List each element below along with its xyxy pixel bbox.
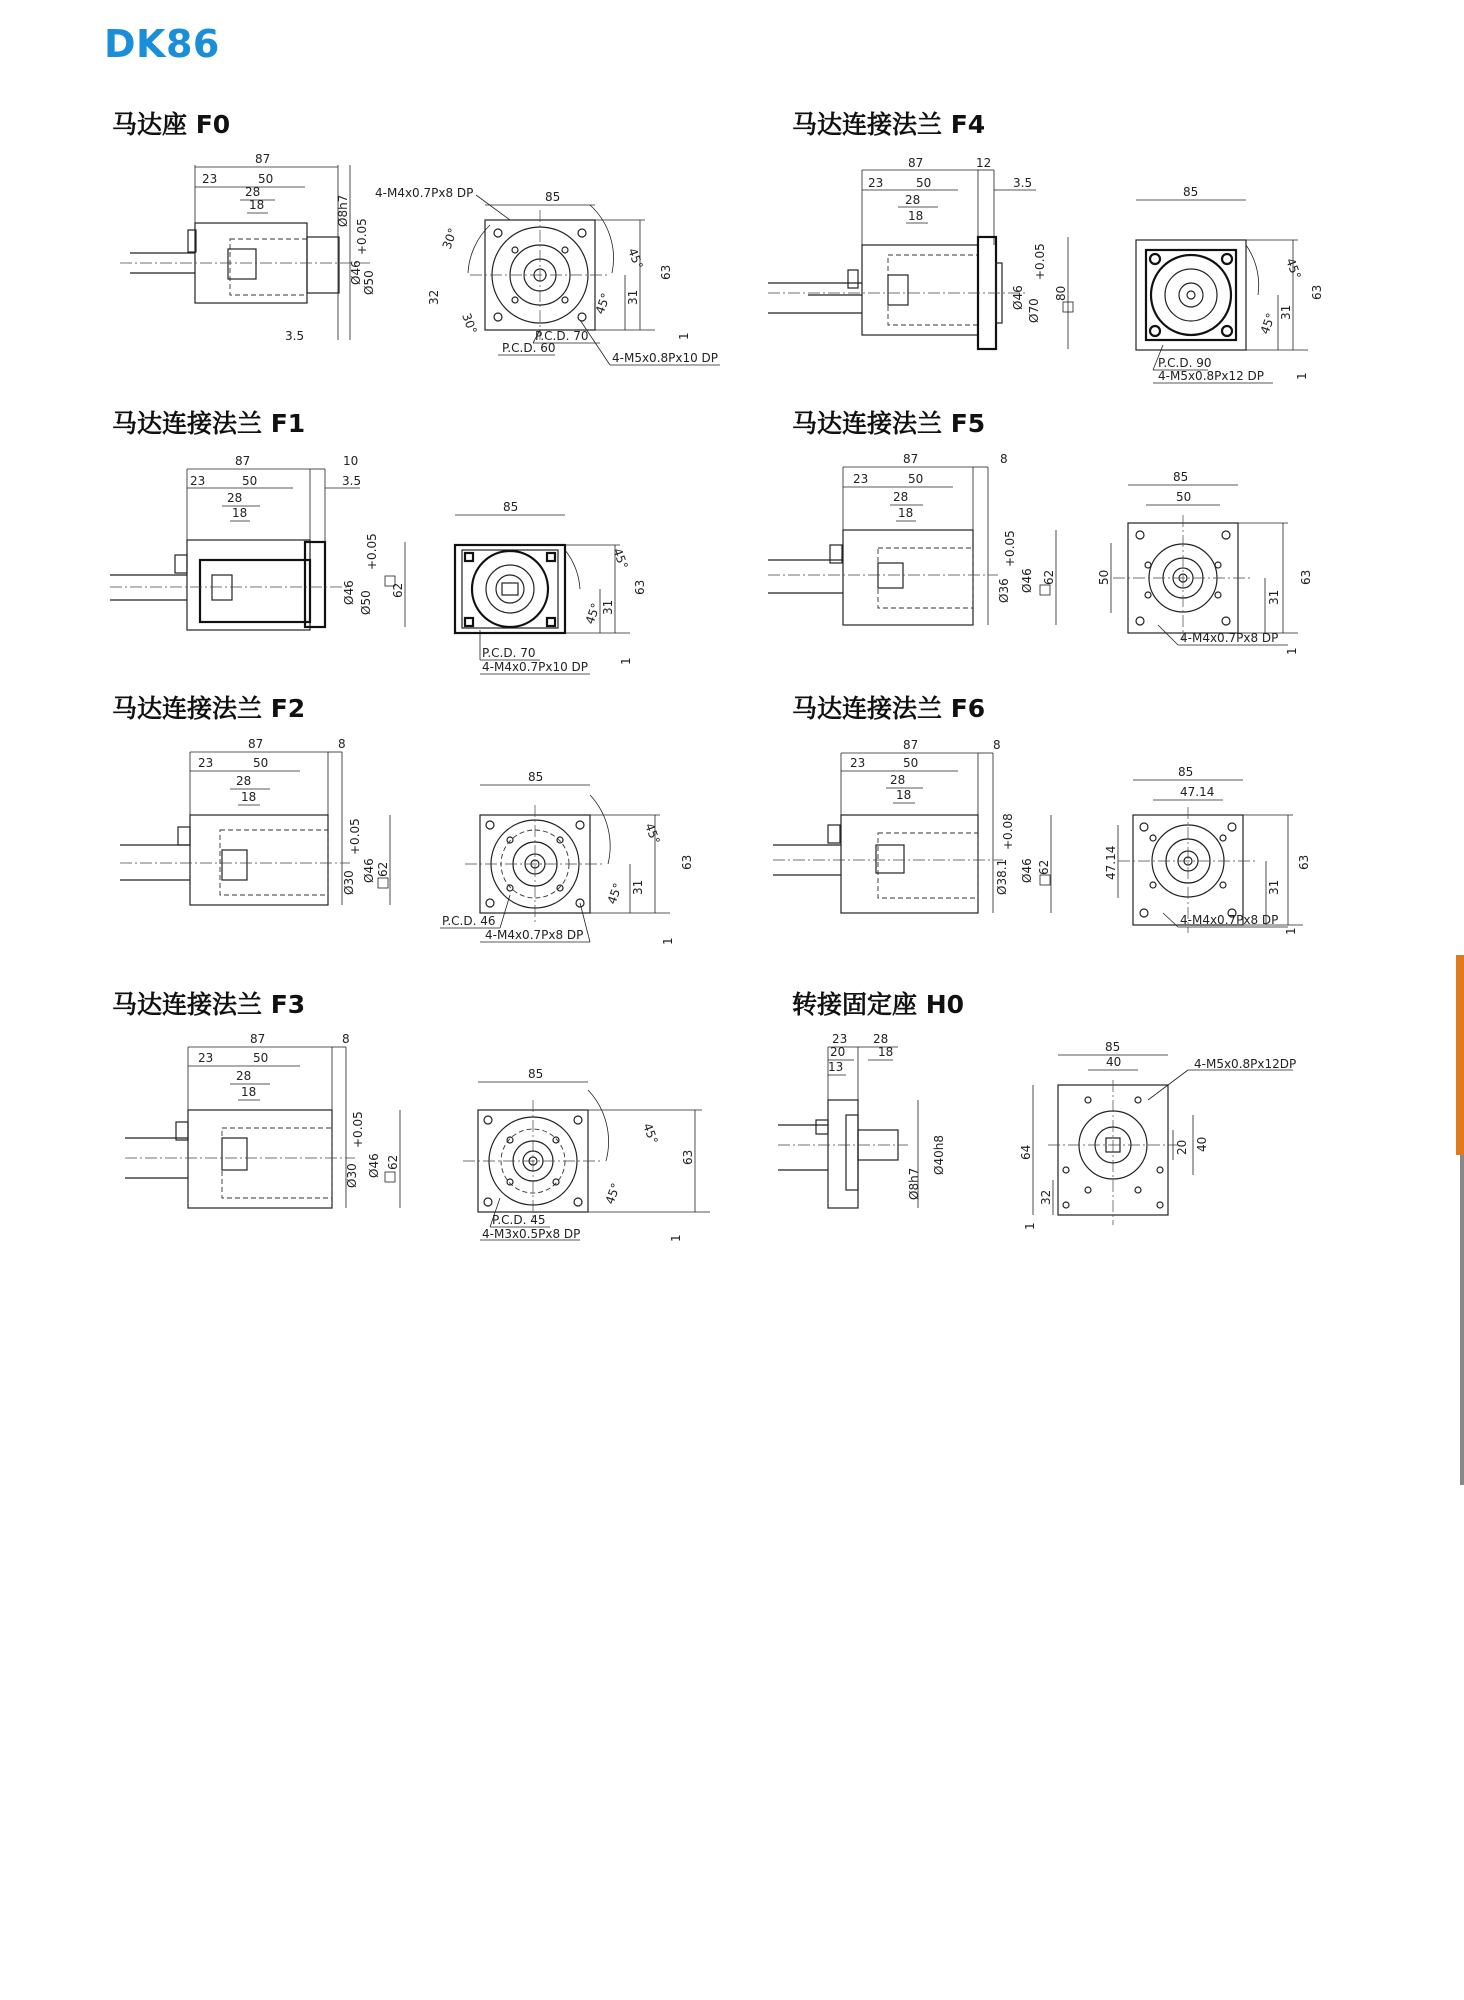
- dim-label: +0.05: [1033, 243, 1047, 280]
- dim-label: Ø50: [362, 270, 376, 295]
- dim-label: 62: [391, 582, 405, 598]
- callout-label: 4-M4x0.7Px8 DP: [375, 186, 474, 200]
- front-view: [1136, 185, 1324, 383]
- dim-label: 50: [242, 474, 258, 488]
- dim-label: 62: [1042, 569, 1056, 585]
- dim-label: 87: [908, 156, 924, 170]
- dim-label: 1: [661, 937, 675, 945]
- dim-label: 85: [503, 500, 519, 514]
- dim-label: 23: [850, 756, 866, 770]
- dim-label: +0.05: [351, 1111, 365, 1148]
- dim-label: 1: [1285, 647, 1299, 655]
- dim-label: 3.5: [342, 474, 362, 488]
- dim-label: 31: [1267, 589, 1281, 605]
- dim-label: 30°: [459, 311, 480, 337]
- dim-label: 28: [236, 1069, 252, 1083]
- front-view: [455, 500, 647, 674]
- dim-label: 85: [1105, 1040, 1121, 1054]
- dim-label: Ø30: [342, 870, 356, 895]
- dim-label: 45°: [625, 246, 646, 272]
- dim-label: 45°: [602, 1181, 624, 1207]
- section-title-f2: 马达连接法兰 F2: [112, 694, 306, 723]
- dim-label: +0.05: [355, 218, 369, 255]
- dim-label: 63: [1299, 569, 1313, 585]
- dim-label: 1: [669, 1234, 683, 1242]
- callout-label: 4-M3x0.5Px8 DP: [482, 1227, 581, 1241]
- dim-label: +0.05: [365, 533, 379, 570]
- dim-label: Ø46: [1011, 285, 1025, 310]
- dim-label: 8: [1000, 452, 1008, 466]
- callout-label: 4-M4x0.7Px8 DP: [485, 928, 584, 942]
- front-view: [1104, 765, 1311, 935]
- dim-label: 3.5: [285, 329, 305, 343]
- dim-label: 40: [1106, 1055, 1122, 1069]
- section-title-h0: 转接固定座 H0: [792, 990, 965, 1019]
- dim-label: 50: [1097, 569, 1111, 585]
- dim-label: 47.14: [1180, 785, 1215, 799]
- dim-label: 18: [896, 788, 912, 802]
- dim-label: 10: [343, 454, 359, 468]
- dim-label: 31: [626, 289, 640, 305]
- dim-label: 32: [427, 289, 441, 305]
- dim-label: 45°: [1257, 311, 1279, 337]
- side-view: [120, 737, 390, 905]
- dim-label: 64: [1019, 1144, 1033, 1160]
- dim-label: Ø46: [342, 580, 356, 605]
- dim-label: +0.08: [1001, 813, 1015, 850]
- dim-label: 28: [893, 490, 909, 504]
- drawing-h0: [768, 1030, 1328, 1250]
- dim-label: 47.14: [1104, 845, 1118, 880]
- dim-label: 31: [1267, 879, 1281, 895]
- dim-label: +0.05: [348, 818, 362, 855]
- callout-label: P.C.D. 45: [492, 1213, 546, 1227]
- dim-label: +0.05: [1003, 530, 1017, 567]
- dim-label: 62: [386, 1154, 400, 1170]
- dim-label: 50: [253, 1051, 269, 1065]
- drawing-f5: [768, 445, 1328, 655]
- dim-label: 45°: [1283, 256, 1304, 282]
- drawing-f4: [768, 145, 1368, 395]
- dim-label: 18: [908, 209, 924, 223]
- dim-label: 18: [241, 790, 257, 804]
- callout-label: P.C.D. 70: [535, 329, 589, 343]
- dim-label: 45°: [604, 881, 626, 907]
- dim-label: Ø40h8: [932, 1135, 946, 1175]
- dim-label: 85: [528, 1067, 544, 1081]
- dim-label: 87: [250, 1032, 266, 1046]
- dim-label: Ø46: [1020, 858, 1034, 883]
- dim-label: Ø36: [997, 578, 1011, 603]
- dim-label: 23: [868, 176, 884, 190]
- section-title-f3: 马达连接法兰 F3: [112, 990, 306, 1019]
- dim-label: 32: [1039, 1189, 1053, 1205]
- dim-label: 18: [232, 506, 248, 520]
- dim-label: Ø46: [349, 260, 363, 285]
- dim-label: 1: [677, 332, 691, 340]
- dim-label: 45°: [640, 1121, 661, 1147]
- dim-label: 63: [681, 1149, 695, 1165]
- dim-label: 62: [376, 861, 390, 877]
- dim-label: 87: [903, 738, 919, 752]
- dim-label: 85: [528, 770, 544, 784]
- section-title-f4: 马达连接法兰 F4: [792, 110, 986, 139]
- dim-label: 85: [1183, 185, 1199, 199]
- dim-label: Ø38.1: [995, 858, 1009, 895]
- dim-label: 1: [1023, 1222, 1037, 1230]
- dim-label: 8: [993, 738, 1001, 752]
- dim-label: 28: [873, 1032, 889, 1046]
- front-view: [375, 186, 720, 365]
- dim-label: 50: [1176, 490, 1192, 504]
- dim-label: 18: [898, 506, 914, 520]
- dim-label: 50: [253, 756, 269, 770]
- callout-label: 4-M4x0.7Px8 DP: [1180, 913, 1279, 927]
- dim-label: Ø46: [1020, 568, 1034, 593]
- callout-label: 4-M4x0.7Px10 DP: [482, 660, 589, 674]
- drawing-f1: [110, 450, 670, 685]
- callout-label: P.C.D. 60: [502, 341, 556, 355]
- dim-label: 23: [190, 474, 206, 488]
- dim-label: 31: [601, 599, 615, 615]
- dim-label: 87: [903, 452, 919, 466]
- dim-label: 85: [1173, 470, 1189, 484]
- side-view: [768, 452, 1056, 625]
- dim-label: Ø8h7: [336, 194, 350, 227]
- drawing-f6: [768, 735, 1328, 945]
- dim-label: 50: [903, 756, 919, 770]
- section-title-f1: 马达连接法兰 F1: [112, 409, 306, 438]
- dim-label: 20: [1175, 1139, 1189, 1155]
- dim-label: 23: [202, 172, 218, 186]
- dim-label: 50: [908, 472, 924, 486]
- callout-label: P.C.D. 46: [442, 914, 496, 928]
- dim-label: 45°: [582, 601, 604, 627]
- dim-label: 3.5: [1013, 176, 1033, 190]
- dim-label: 85: [1178, 765, 1194, 779]
- dim-label: Ø30: [345, 1163, 359, 1188]
- dim-label: 63: [680, 854, 694, 870]
- dim-label: 20: [830, 1045, 846, 1059]
- drawing-f3: [110, 1030, 695, 1250]
- dim-label: 23: [853, 472, 869, 486]
- dim-label: 63: [633, 579, 647, 595]
- dim-label: 18: [241, 1085, 257, 1099]
- front-view: [1019, 1040, 1296, 1230]
- side-view: [110, 454, 405, 630]
- dim-label: 80: [1054, 285, 1068, 301]
- dim-label: Ø50: [359, 590, 373, 615]
- section-title-f6: 马达连接法兰 F6: [792, 694, 986, 723]
- dim-label: Ø70: [1027, 298, 1041, 323]
- dim-label: 8: [342, 1032, 350, 1046]
- dim-label: 63: [1297, 854, 1311, 870]
- callout-label: 4-M5x0.8Px12 DP: [1158, 369, 1265, 383]
- dim-label: 87: [255, 152, 271, 166]
- dim-label: Ø46: [367, 1153, 381, 1178]
- dim-label: 85: [545, 190, 561, 204]
- callout-label: 4-M4x0.7Px8 DP: [1180, 631, 1279, 645]
- section-title-f0: 马达座 F0: [112, 110, 231, 139]
- side-view: [778, 1032, 946, 1208]
- page-title: DK86: [104, 22, 220, 66]
- dim-label: 28: [245, 185, 261, 199]
- drawing-f2: [110, 735, 694, 950]
- dim-label: 13: [828, 1060, 844, 1074]
- dim-label: 1: [1284, 927, 1298, 935]
- side-view: [120, 152, 376, 343]
- section-title-f5: 马达连接法兰 F5: [792, 409, 986, 438]
- dim-label: 30°: [439, 226, 461, 252]
- side-view: [768, 156, 1073, 349]
- dim-label: 63: [1310, 284, 1324, 300]
- callout-label: 4-M5x0.8Px10 DP: [612, 351, 719, 365]
- callout-label: P.C.D. 90: [1158, 356, 1212, 370]
- dim-label: 28: [236, 774, 252, 788]
- dim-label: 28: [890, 773, 906, 787]
- dim-label: 8: [338, 737, 346, 751]
- dim-label: 87: [235, 454, 251, 468]
- dim-label: 18: [878, 1045, 894, 1059]
- dim-label: 63: [659, 264, 673, 280]
- dim-label: 12: [976, 156, 992, 170]
- dim-label: 28: [227, 491, 243, 505]
- dim-label: 62: [1037, 859, 1051, 875]
- dim-label: Ø46: [362, 858, 376, 883]
- dim-label: 40: [1195, 1136, 1209, 1152]
- dim-label: 87: [248, 737, 264, 751]
- dim-label: 45°: [592, 291, 614, 317]
- dim-label: 23: [198, 756, 214, 770]
- dim-label: 50: [258, 172, 274, 186]
- dim-label: 18: [249, 198, 265, 212]
- front-view: [463, 1067, 710, 1242]
- front-view: [440, 770, 694, 945]
- dim-label: 50: [916, 176, 932, 190]
- callout-label: P.C.D. 70: [482, 646, 536, 660]
- dim-label: 23: [832, 1032, 848, 1046]
- dim-label: 23: [198, 1051, 214, 1065]
- dim-label: 31: [631, 879, 645, 895]
- dim-label: 28: [905, 193, 921, 207]
- side-tab: [1456, 955, 1464, 1155]
- front-view: [1097, 470, 1313, 655]
- dim-label: Ø8h7: [907, 1167, 921, 1200]
- dim-label: 1: [1295, 372, 1309, 380]
- drawing-f0: [110, 145, 730, 385]
- dim-label: 1: [619, 657, 633, 665]
- side-rule: [1460, 1155, 1464, 1485]
- dim-label: 45°: [610, 546, 631, 572]
- side-view: [125, 1032, 400, 1208]
- dim-label: 45°: [642, 821, 663, 847]
- side-view: [773, 738, 1051, 913]
- callout-label: 4-M5x0.8Px12DP: [1194, 1057, 1297, 1071]
- dim-label: 31: [1279, 304, 1293, 320]
